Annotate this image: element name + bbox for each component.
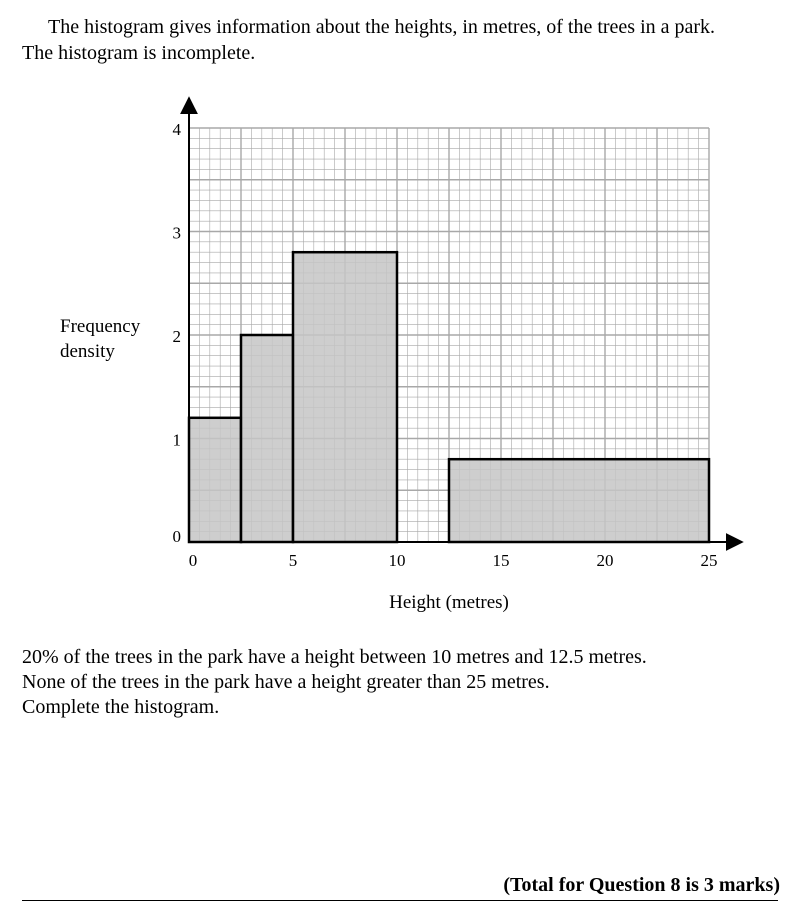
intro-line-2: The histogram is incomplete.: [22, 42, 256, 64]
question-line-3: Complete the histogram.: [22, 696, 220, 718]
question-line-2: None of the trees in the park have a height greater than 25 metres.: [22, 671, 550, 693]
y-tick-label: 1: [172, 430, 181, 450]
histogram-chart: [0, 90, 800, 630]
y-axis-label-line-1: Frequency: [60, 316, 141, 337]
y-axis-label-line-2: density: [60, 341, 115, 362]
x-tick-label: 10: [388, 551, 406, 570]
intro-line-1: The histogram gives information about the heights, in metres, of the trees in a park.: [48, 16, 716, 38]
y-tick-label: 0: [172, 527, 181, 546]
total-marks: (Total for Question 8 is 3 marks): [503, 874, 780, 896]
x-axis-label: Height (metres): [389, 592, 509, 613]
histogram-bar-3: [293, 252, 397, 542]
histogram-bar-1: [189, 418, 241, 542]
histogram-bar-2: [241, 335, 293, 542]
x-tick-label: 5: [288, 551, 298, 570]
histogram-bar-4: [449, 459, 709, 542]
answer-line: [22, 900, 778, 901]
y-tick-label: 3: [172, 223, 181, 243]
x-tick-label: 25: [700, 551, 718, 570]
question-intro: [22, 14, 792, 66]
y-tick-label: 2: [172, 327, 181, 346]
question-line-1: 20% of the trees in the park have a height between 10 metres and 12.5 metres.: [22, 646, 647, 668]
y-tick-label: 4: [172, 120, 181, 139]
x-tick-label: 15: [492, 551, 510, 570]
question-body: [22, 645, 647, 720]
x-tick-label: 20: [596, 551, 614, 570]
x-tick-label: 0: [188, 551, 198, 570]
